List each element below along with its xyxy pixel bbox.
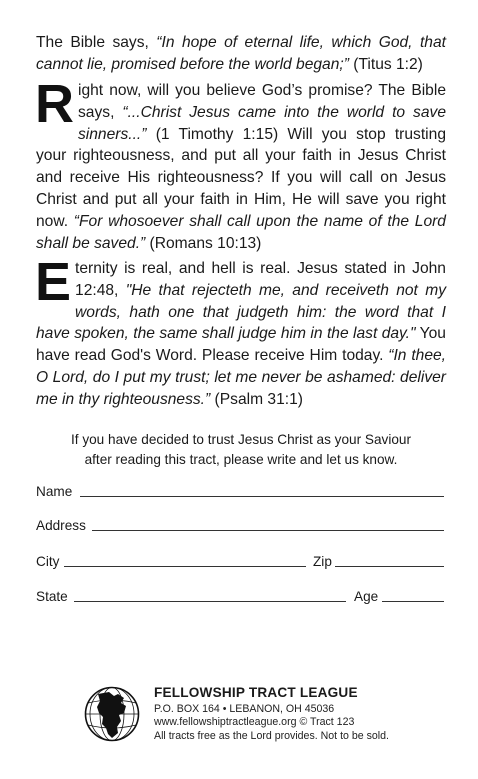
state-field[interactable] xyxy=(74,601,346,602)
drop-cap-e: E xyxy=(35,252,72,312)
zip-field[interactable] xyxy=(335,566,444,567)
publisher-address: P.O. BOX 164 • LEBANON, OH 45036 xyxy=(154,703,335,715)
scripture-reference: (Romans 10:13) xyxy=(145,234,262,252)
scripture-quote: “...Christ Jesus came into the world to save sinners...” xyxy=(78,103,446,143)
publisher-info xyxy=(154,686,389,743)
paragraph-eternity xyxy=(35,252,447,411)
text-run: (1 Timothy 1:15) Will you stop trusting your righteousness, and put all your faith in Jesus Christ and receive His righteousness? If you will call on Jesus Christ and put all your faith in Him, He will save you right now. xyxy=(36,125,446,230)
globe-logo-icon xyxy=(84,686,140,742)
city-field[interactable] xyxy=(64,566,306,567)
drop-cap-r: R xyxy=(35,74,74,134)
text-run: ight now, will you believe God’s promise? The Bible says, xyxy=(78,82,446,121)
city-label: City xyxy=(36,554,60,569)
invitation-line-2: after reading this tract, please write and let us know. xyxy=(84,452,398,467)
address-label: Address xyxy=(36,518,86,533)
state-label: State xyxy=(36,589,68,604)
age-label: Age xyxy=(354,589,379,604)
age-field[interactable] xyxy=(382,601,444,602)
scripture-quote: "He that rejecteth me, and receiveth not my words, hath one that judgeth him: the word that I have spoken, the same shall judge him in the last day." xyxy=(36,281,447,343)
text-run: ternity is real, and hell is real. Jesus stated in John 12:48, xyxy=(75,260,446,299)
paragraph-timothy xyxy=(35,74,446,254)
response-invitation xyxy=(36,430,446,470)
scripture-quote: “For whosoever shall call upon the name of the Lord shall be saved.” xyxy=(36,212,446,252)
scripture-quote: “In thee, O Lord, do I put my trust; let me never be ashamed: deliver me in thy righteousness.” xyxy=(36,347,446,408)
invitation-line-1: If you have decided to trust Jesus Christ as your Saviour xyxy=(70,432,411,447)
address-field[interactable] xyxy=(92,530,444,531)
name-label: Name xyxy=(36,484,73,499)
name-field[interactable] xyxy=(80,496,444,497)
scripture-reference: (Psalm 31:1) xyxy=(210,390,303,408)
publisher-name: FELLOWSHIP TRACT LEAGUE xyxy=(154,685,358,700)
publisher-website-link[interactable]: www.fellowshiptractleague.org © Tract 123 xyxy=(154,716,355,729)
text-run: The Bible says, xyxy=(36,34,157,51)
publisher-note: All tracts free as the Lord provides. Not to be sold. xyxy=(154,729,389,742)
zip-label: Zip xyxy=(313,554,332,569)
scripture-reference: (Titus 1:2) xyxy=(348,55,423,73)
paragraph-titus xyxy=(36,32,446,76)
text-run: You have read God's Word. Please receive Him today. xyxy=(36,325,446,365)
scripture-quote: “In hope of eternal life, which God, that cannot lie, promised before the world began;” xyxy=(36,34,446,73)
